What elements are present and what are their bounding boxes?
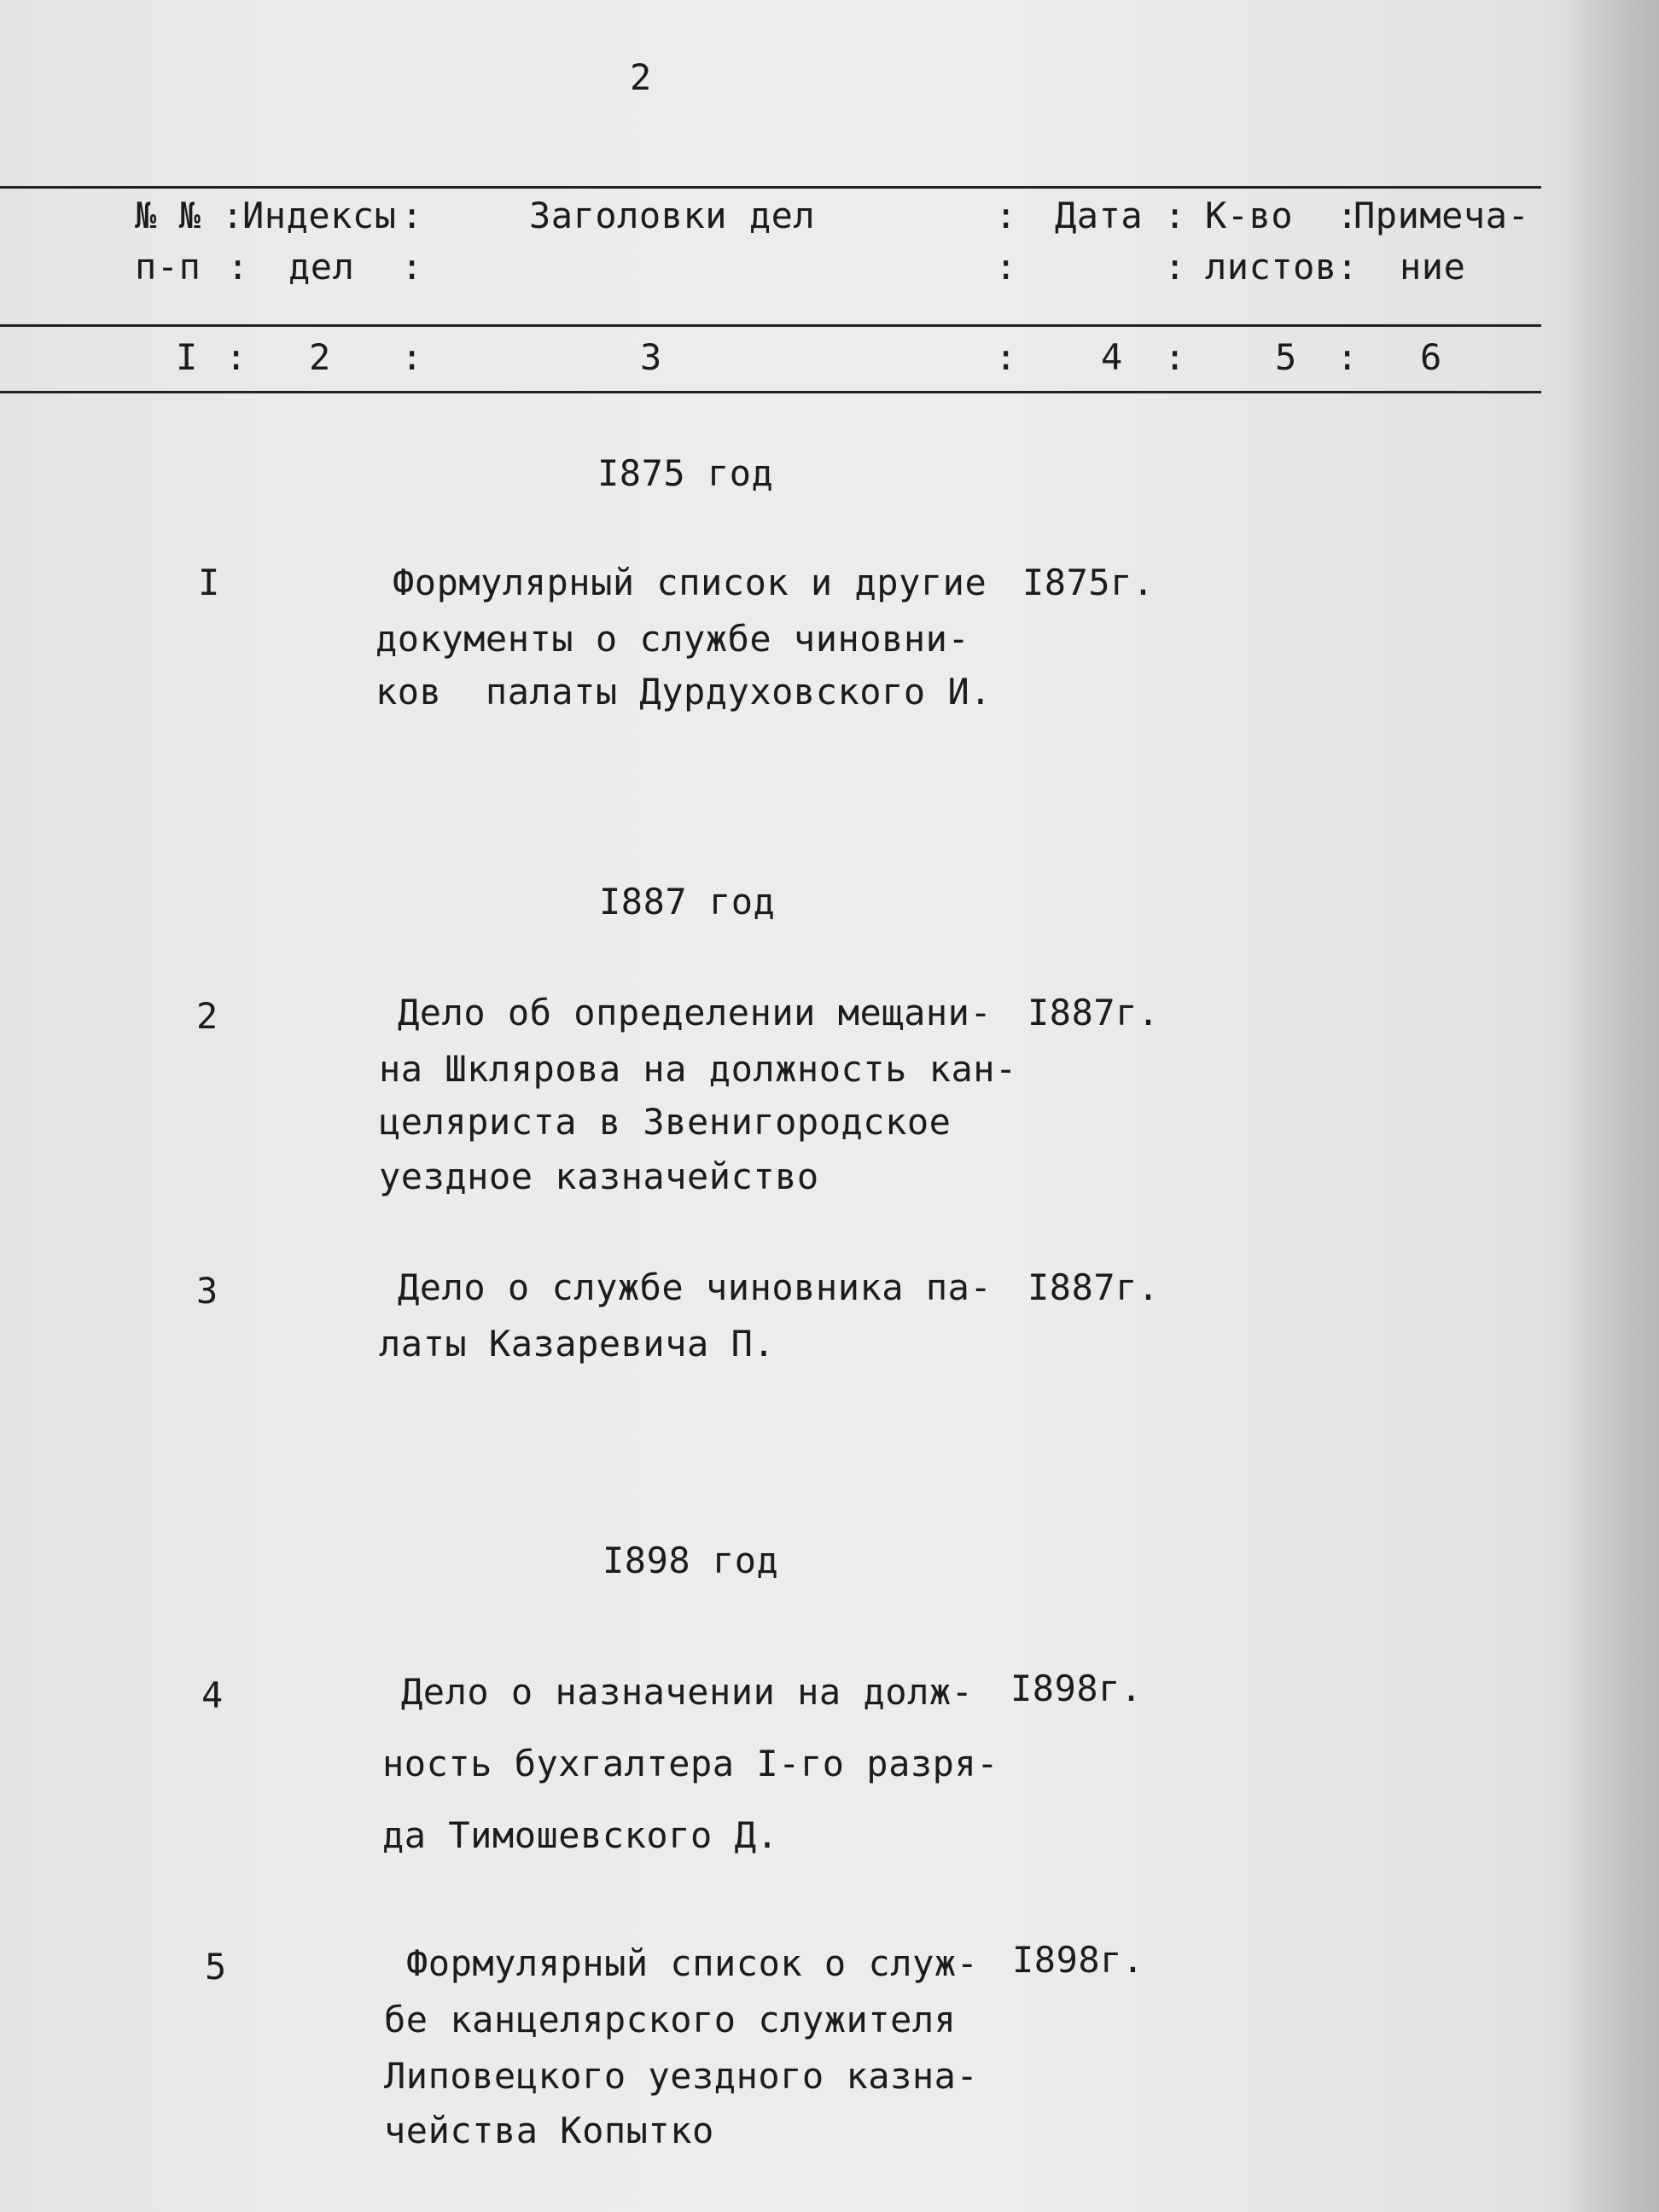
header-separator: : (227, 246, 249, 288)
entry-title-line: латы Казаревича П. (379, 1323, 776, 1365)
entry-title-line: документы о службе чиновни- (375, 618, 970, 660)
entry-number: 4 (201, 1674, 224, 1716)
header-col2-line2: дел (288, 246, 355, 288)
header-separator: : (1336, 336, 1359, 378)
header-separator: : (1164, 195, 1186, 236)
entry-title-line: чейства Копытко (384, 2110, 714, 2151)
header-separator: : (995, 246, 1017, 288)
header-separator: : (222, 195, 244, 236)
page-number: 2 (630, 56, 652, 98)
entry-title-line: Дело об определении мещани- (398, 992, 992, 1033)
entry-number: I (198, 562, 220, 603)
entry-title-line: ков палаты Дурдуховского И. (375, 671, 992, 713)
entry-title-line: Дело о службе чиновника па- (398, 1266, 992, 1308)
year-heading: I898 год (602, 1540, 779, 1581)
header-col5-line2: листов (1205, 246, 1337, 288)
entry-title-line: целяриста в Звенигородское (379, 1101, 952, 1143)
header-col2-line1: Индексы (242, 195, 397, 236)
header-mid-rule (0, 324, 1541, 327)
entry-title-line: Формулярный список и другие (393, 562, 987, 603)
entry-title-line: да Тимошевского Д. (382, 1814, 779, 1856)
header-col6-line2: ние (1400, 246, 1466, 288)
entry-title-line: бе канцелярского служителя (384, 1999, 957, 2040)
column-number: 3 (640, 336, 662, 378)
header-separator: : (401, 195, 423, 236)
entry-title-line: Липовецкого уездного казна- (384, 2055, 979, 2097)
entry-date: I887г. (1027, 992, 1160, 1033)
header-col1-line2: п-п (135, 246, 201, 288)
column-number: 2 (309, 336, 331, 378)
year-heading: I875 год (597, 452, 774, 494)
header-separator: : (1164, 246, 1186, 288)
column-number: 4 (1101, 336, 1123, 378)
header-top-rule (0, 186, 1541, 189)
column-number: I (176, 336, 198, 378)
header-col1-line1: № № (135, 195, 201, 236)
entry-date: I898г. (1012, 1939, 1144, 1981)
entry-date: I898г. (1010, 1668, 1143, 1709)
entry-date: I875г. (1022, 562, 1155, 603)
header-col3-line1: Заголовки дел (529, 195, 816, 236)
page-edge-shadow (1565, 0, 1659, 2212)
column-number: 5 (1275, 336, 1297, 378)
header-separator: : (1164, 336, 1186, 378)
header-separator: : (225, 336, 247, 378)
header-separator: : (1336, 195, 1359, 236)
entry-date: I887г. (1027, 1266, 1160, 1308)
header-col5-line1: К-во (1205, 195, 1294, 236)
header-col6-line1: Примеча- (1353, 195, 1530, 236)
entry-title-line: уездное казначейство (379, 1155, 819, 1197)
entry-number: 3 (196, 1270, 218, 1312)
header-separator: : (401, 336, 423, 378)
header-separator: : (1336, 246, 1359, 288)
entry-title-line: Формулярный список о служ- (406, 1942, 979, 1984)
entry-number: 2 (196, 995, 218, 1037)
header-separator: : (401, 246, 423, 288)
entry-number: 5 (205, 1946, 227, 1988)
header-col4-line1: Дата (1055, 195, 1144, 236)
header-separator: : (995, 195, 1017, 236)
header-separator: : (995, 336, 1017, 378)
entry-title-line: на Шклярова на должность кан- (379, 1048, 1017, 1090)
column-number: 6 (1420, 336, 1442, 378)
entry-title-line: Дело о назначении на долж- (401, 1671, 974, 1713)
entry-title-line: ность бухгалтера I-го разря- (382, 1743, 999, 1784)
header-bottom-rule (0, 391, 1541, 393)
year-heading: I887 год (599, 881, 776, 923)
